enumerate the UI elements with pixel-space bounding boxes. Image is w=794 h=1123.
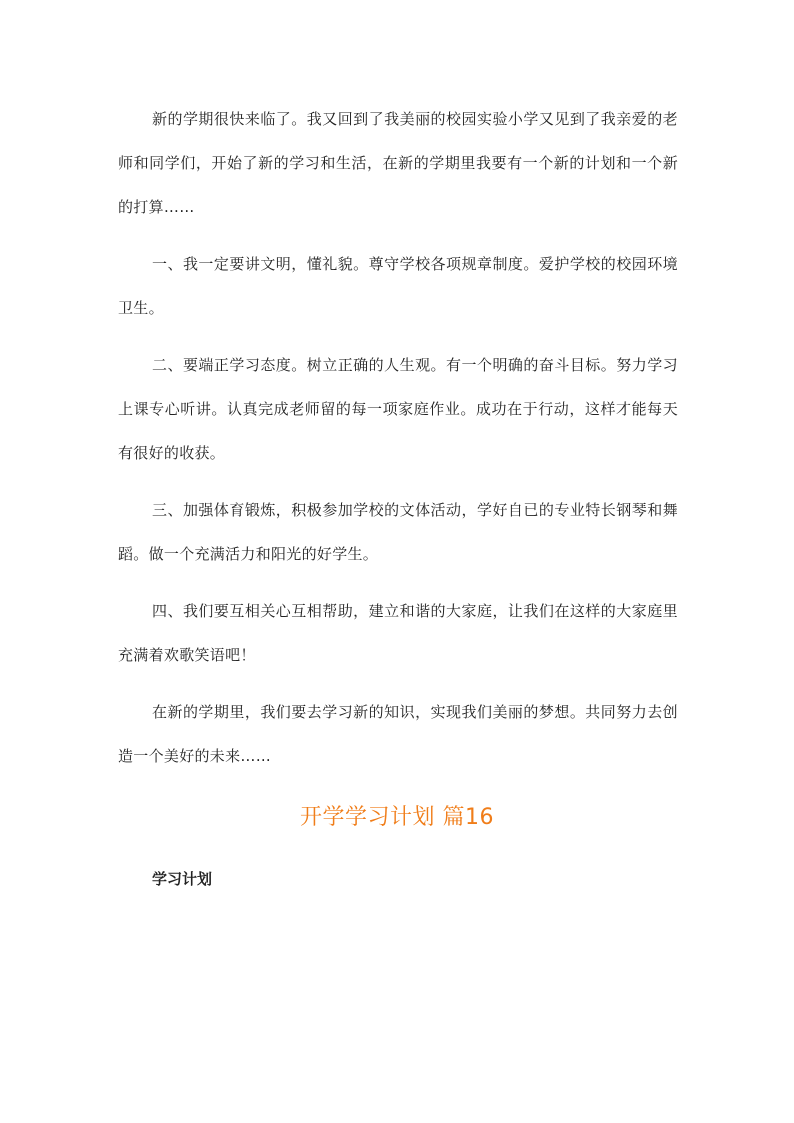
paragraph-plan-2: 二、要端正学习态度。树立正确的人生观。有一个明确的奋斗目标。努力学习上课专心听讲。认真完成老师留的每一项家庭作业。成功在于行动，这样才能每天有很好的收获。 xyxy=(118,356,678,462)
paragraph-conclusion: 在新的学期里，我们要去学习新的知识，实现我们美丽的梦想。共同努力去创造一个美好的未来…… xyxy=(118,703,678,765)
subheading-study-plan: 学习计划 xyxy=(152,870,213,888)
paragraph-plan-1: 一、我一定要讲文明，懂礼貌。尊守学校各项规章制度。爱护学校的校园环境卫生。 xyxy=(118,255,678,317)
document-body xyxy=(118,97,678,778)
paragraph-plan-4: 四、我们要互相关心互相帮助，建立和谐的大家庭，让我们在这样的大家庭里充满着欢歌笑语吧！ xyxy=(118,602,678,664)
paragraph-intro: 新的学期很快来临了。我又回到了我美丽的校园实验小学又见到了我亲爱的老师和同学们，开始了新的学习和生活，在新的学期里我要有一个新的计划和一个新的打算…… xyxy=(118,110,678,216)
section-heading: 开学学习计划 篇16 xyxy=(300,805,494,830)
paragraph-plan-3: 三、加强体育锻炼，积极参加学校的文体活动，学好自已的专业特长钢琴和舞蹈。做一个充满活力和阳光的好学生。 xyxy=(118,501,678,563)
